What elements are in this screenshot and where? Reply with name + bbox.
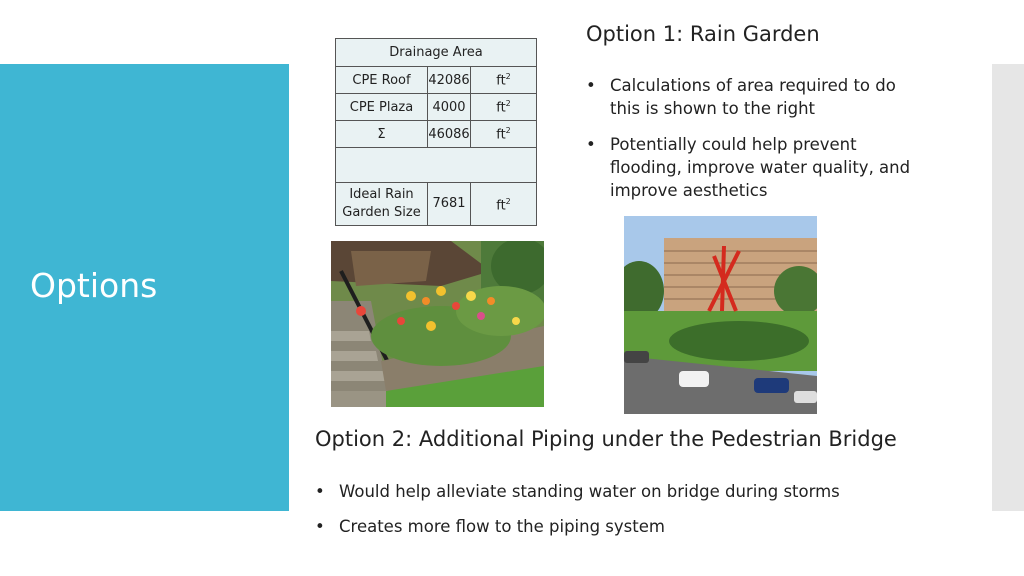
- option1-bullet-list: [586, 74, 916, 215]
- row-label: CPE Plaza: [336, 94, 428, 121]
- row-value: 42086: [428, 67, 471, 94]
- list-item: • Potentially could help prevent flooding, improve water quality, and improve aesthetics: [586, 135, 911, 200]
- row-label: Σ: [336, 121, 428, 148]
- bullet-icon: •: [586, 76, 596, 95]
- table-row: [336, 67, 537, 94]
- list-item: • Would help alleviate standing water on bridge during storms: [315, 482, 840, 501]
- ideal-label: Ideal Rain Garden Size: [336, 183, 428, 226]
- table-row: [336, 121, 537, 148]
- ideal-unit: $ft^2$: [471, 183, 537, 226]
- row-label: CPE Roof: [336, 67, 428, 94]
- list-item: • Calculations of area required to do this is shown to the right: [586, 76, 896, 118]
- bullet-icon: •: [586, 135, 596, 154]
- table-row-ideal: [336, 183, 537, 226]
- empty-cell: [336, 148, 537, 183]
- rain-garden-photo: [331, 241, 544, 407]
- campus-sculpture-photo: [624, 216, 817, 414]
- row-unit: $ft^2$: [471, 94, 537, 121]
- row-unit: $ft^2$: [471, 121, 537, 148]
- table-header: Drainage Area: [336, 39, 537, 67]
- option1-heading: Option 1: Rain Garden: [586, 22, 820, 46]
- side-strip: [992, 64, 1024, 511]
- option2-heading: Option 2: Additional Piping under the Pedestrian Bridge: [315, 427, 897, 451]
- row-value: 46086: [428, 121, 471, 148]
- list-item: • Creates more flow to the piping system: [315, 517, 665, 536]
- table-spacer-row: [336, 148, 537, 183]
- row-unit: $ft^2$: [471, 67, 537, 94]
- option2-bullet-list: [315, 480, 915, 550]
- ideal-value: 7681: [428, 183, 471, 226]
- bullet-icon: •: [315, 517, 325, 536]
- table-row: [336, 94, 537, 121]
- slide-title: Options: [30, 266, 158, 305]
- row-value: 4000: [428, 94, 471, 121]
- bullet-icon: •: [315, 482, 325, 501]
- drainage-area-table: [335, 38, 537, 226]
